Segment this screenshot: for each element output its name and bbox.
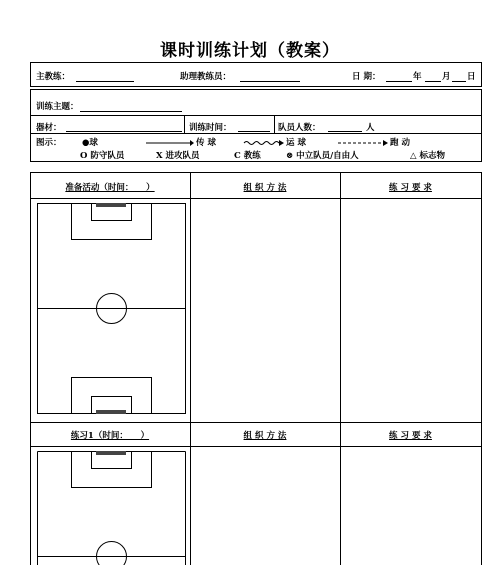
date-label: 日 期：: [352, 72, 381, 82]
info-top-border: [30, 89, 482, 90]
info-divider-2: [30, 133, 482, 134]
info-divider-1: [30, 115, 482, 116]
legend-coach: C 教练: [234, 151, 261, 161]
legend-defender: O 防守队员: [80, 151, 125, 161]
info-cell-divider-2: [274, 115, 275, 133]
header-left-border: [30, 62, 31, 86]
page-title: 课时训练计划（教案）: [160, 41, 340, 61]
date-year-label: 年: [413, 72, 422, 82]
legend-label: 图示：: [36, 138, 62, 148]
time-field[interactable]: [238, 131, 270, 132]
section-2-head-bottom: [30, 446, 482, 447]
legend-run: 跑 动: [390, 138, 410, 148]
date-month-field[interactable]: [425, 81, 441, 82]
section-2-pitch-diagram[interactable]: [37, 451, 186, 565]
section-1-pitch-diagram[interactable]: [37, 203, 186, 414]
theme-label: 训练主题：: [36, 102, 79, 112]
assistant-label: 助理教练员：: [180, 72, 232, 82]
players-field[interactable]: [328, 131, 362, 132]
section-2-head-top: [30, 422, 482, 423]
date-year-field[interactable]: [386, 81, 412, 82]
top-penalty-area: [72, 452, 152, 488]
legend-dribble: 运 球: [286, 138, 306, 148]
plan-table-left: [30, 172, 31, 565]
run-arrow-icon: [338, 140, 388, 146]
header-top-border: [30, 62, 482, 63]
top-penalty-area: [72, 204, 152, 240]
assistant-field[interactable]: [240, 81, 300, 82]
plan-column-divider-1: [190, 172, 191, 565]
section-1-activity-heading: 准备活动（时间： ）: [65, 183, 155, 193]
time-label: 训练时间：: [189, 123, 232, 133]
plan-table-right: [481, 172, 482, 565]
legend-marker: △ 标志物: [410, 151, 445, 161]
dribble-arrow-icon: [244, 139, 284, 147]
theme-field[interactable]: [80, 111, 182, 112]
plan-table-top: [30, 172, 482, 173]
info-cell-divider-1: [184, 115, 185, 133]
coach-label: 主教练：: [36, 72, 71, 82]
info-bottom-border: [30, 161, 482, 162]
section-2-req-heading: 练 习 要 求: [389, 431, 432, 441]
section-2-org-heading: 组 织 方 法: [243, 431, 287, 441]
legend-ball: ●球: [82, 138, 98, 148]
date-day-field[interactable]: [452, 81, 466, 82]
players-label: 队员人数：: [278, 123, 321, 133]
equipment-label: 器材：: [36, 123, 62, 133]
equipment-field[interactable]: [66, 131, 182, 132]
date-day-label: 日: [467, 72, 476, 82]
bottom-penalty-area: [72, 378, 152, 414]
info-left-border: [30, 89, 31, 161]
top-goal: [96, 203, 126, 207]
players-unit: 人: [366, 123, 375, 133]
bottom-goal: [96, 410, 126, 414]
section-2-activity-heading: 练习1（时间： ）: [70, 431, 150, 441]
top-goal: [96, 451, 126, 455]
legend-pass: 传 球: [196, 138, 216, 148]
coach-field[interactable]: [76, 81, 134, 82]
header-bottom-border: [30, 86, 482, 87]
legend-attacker: X 进攻队员: [156, 151, 200, 161]
section-1-org-heading: 组 织 方 法: [243, 183, 287, 193]
section-1-req-heading: 练 习 要 求: [389, 183, 432, 193]
legend-neutral: ⊗ 中立队员/自由人: [286, 151, 359, 161]
center-circle: [97, 542, 127, 565]
section-1-head-bottom: [30, 198, 482, 199]
plan-column-divider-2: [340, 172, 341, 565]
date-month-label: 月: [442, 72, 451, 82]
info-right-border: [481, 89, 482, 161]
pass-arrow-icon: [146, 140, 194, 146]
header-right-border: [481, 62, 482, 86]
